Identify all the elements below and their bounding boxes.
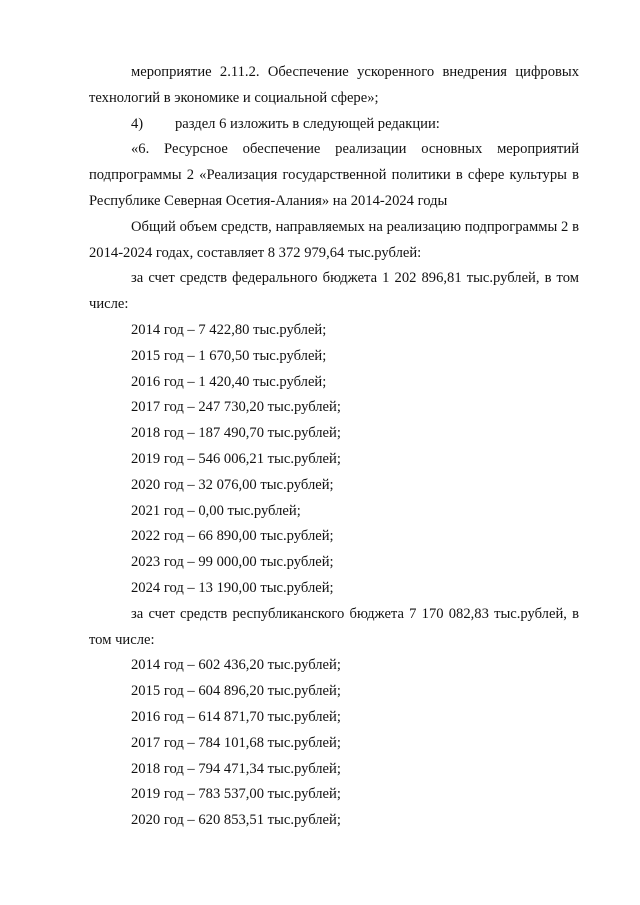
republican-year-line: 2020 год – 620 853,51 тыс.рублей; [131, 812, 341, 829]
federal-year-line: 2018 год – 187 490,70 тыс.рублей; [131, 425, 341, 442]
federal-year-line: 2015 год – 1 670,50 тыс.рублей; [131, 347, 327, 364]
list-item-4 [89, 112, 579, 138]
section-heading: «6. Ресурсное обеспечение реализации основных мероприятий подпрограммы 2 «Реализация государственной политики в сфере культуры в Республике Северная Осетия-Алания» на 2014-2024 годы [89, 141, 579, 209]
list-item-text: раздел 6 изложить в следующей редакции: [175, 115, 440, 132]
republican-year-line: 2019 год – 783 537,00 тыс.рублей; [131, 786, 341, 803]
paragraph-federal-budget: за счет средств федерального бюджета 1 202 896,81 тыс.рублей, в том числе: [89, 270, 579, 313]
federal-year-line: 2014 год – 7 422,80 тыс.рублей; [131, 321, 327, 338]
federal-year-line: 2023 год – 99 000,00 тыс.рублей; [131, 554, 334, 571]
federal-year-line: 2016 год – 1 420,40 тыс.рублей; [131, 373, 327, 390]
federal-year-line: 2024 год – 13 190,00 тыс.рублей; [131, 579, 334, 596]
federal-year-line: 2020 год – 32 076,00 тыс.рублей; [131, 476, 334, 493]
republican-year-line: 2018 год – 794 471,34 тыс.рублей; [131, 760, 341, 777]
federal-year-line: 2022 год – 66 890,00 тыс.рублей; [131, 528, 334, 545]
paragraph-republican-budget: за счет средств республиканского бюджета 7 170 082,83 тыс.рублей, в том числе: [89, 605, 579, 648]
republican-year-line: 2015 год – 604 896,20 тыс.рублей; [131, 683, 341, 700]
paragraph-measure-2-11-2: мероприятие 2.11.2. Обеспечение ускоренного внедрения цифровых технологий в экономике и социальной сфере»; [89, 64, 579, 106]
paragraph-total-funding: Общий объем средств, направляемых на реализацию подпрограммы 2 в 2014-2024 годах, составляет 8 372 979,64 тыс.рублей: [89, 218, 579, 261]
republican-year-line: 2017 год – 784 101,68 тыс.рублей; [131, 734, 341, 751]
republican-years-list [89, 653, 579, 834]
federal-year-line: 2019 год – 546 006,21 тыс.рублей; [131, 450, 341, 467]
federal-year-line: 2017 год – 247 730,20 тыс.рублей; [131, 399, 341, 416]
federal-years-list [89, 318, 579, 602]
republican-year-line: 2016 год – 614 871,70 тыс.рублей; [131, 708, 341, 725]
republican-year-line: 2014 год – 602 436,20 тыс.рублей; [131, 657, 341, 674]
federal-year-line: 2021 год – 0,00 тыс.рублей; [131, 502, 301, 519]
list-item-number: 4) [131, 115, 144, 132]
